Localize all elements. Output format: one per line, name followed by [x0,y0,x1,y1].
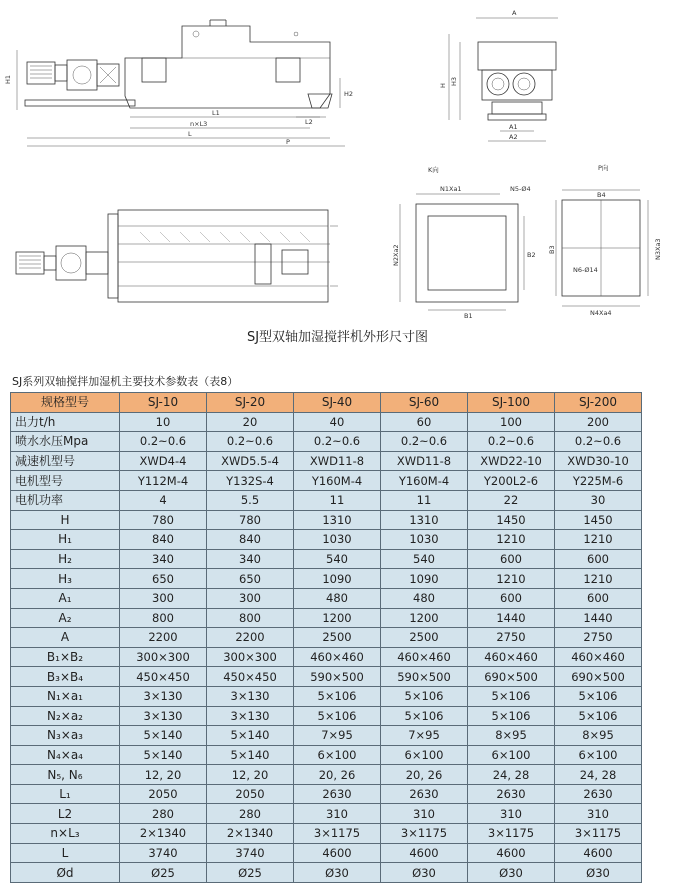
dimension-drawings [0,0,675,340]
label-b3: B3 [548,245,556,254]
table-row [11,510,642,530]
table-cell: 3×130 [207,706,294,726]
table-cell: 3×130 [207,686,294,706]
table-cell: 1450 [468,510,555,530]
figure-caption: SJ型双轴加湿搅拌机外形尺寸图 [246,330,429,345]
row-label: H₃ [11,569,120,589]
inlet-view-title: K向 [428,166,439,174]
table-cell: XWD4-4 [120,451,207,471]
outlet-flange-view [548,163,662,317]
table-cell: 100 [468,412,555,432]
table-cell: 480 [381,588,468,608]
table-cell: 6×100 [381,745,468,765]
table-cell: 1210 [555,530,642,550]
table-cell: 5×106 [555,706,642,726]
table-row [11,530,642,550]
table-cell: 1210 [468,569,555,589]
table-row [11,863,642,883]
table-cell: 450×450 [207,667,294,687]
table-cell: 20, 26 [381,765,468,785]
table-cell: 310 [381,804,468,824]
label-b2: B2 [527,251,536,259]
table-cell: 0.2~0.6 [381,432,468,452]
row-label: N₂×a₂ [11,706,120,726]
table-cell: 0.2~0.6 [207,432,294,452]
table-cell: XWD22-10 [468,451,555,471]
label-a2: A2 [509,133,518,141]
motor [27,62,55,84]
label-h: H [439,83,447,88]
table-cell: 20, 26 [294,765,381,785]
table-cell: Y132S-4 [207,471,294,491]
table-row [11,686,642,706]
table-cell: 840 [207,530,294,550]
header-col: SJ-10 [120,393,207,413]
table-cell: 3×130 [120,706,207,726]
row-label: A [11,628,120,648]
plan-motor [16,252,44,274]
table-cell: 690×500 [468,667,555,687]
label-l1: L1 [212,109,220,117]
table-row [11,608,642,628]
table-cell: 340 [120,549,207,569]
table-cell: 2630 [468,784,555,804]
table-cell: Y200L2-6 [468,471,555,491]
table-cell: 600 [468,549,555,569]
table-row [11,569,642,589]
table-cell: 2200 [207,628,294,648]
table-cell: 60 [381,412,468,432]
table-cell: 600 [468,588,555,608]
table-cell: 2200 [120,628,207,648]
table-row [11,588,642,608]
row-label: 电机型号 [11,471,120,491]
label-a1: A1 [509,123,518,131]
header-col: SJ-100 [468,393,555,413]
row-label: N₅, N₆ [11,765,120,785]
table-cell: 0.2~0.6 [294,432,381,452]
table-cell: 2750 [468,628,555,648]
label-l: L [188,130,192,138]
row-label: H [11,510,120,530]
table-cell: 1310 [294,510,381,530]
table-row [11,843,642,863]
table-row [11,490,642,510]
table-cell: 4 [120,490,207,510]
table-cell: 5×106 [294,686,381,706]
side-elevation-view [4,20,353,146]
table-cell: 480 [294,588,381,608]
reducer [67,60,97,90]
table-cell: 1030 [381,530,468,550]
table-cell: 20 [207,412,294,432]
table-cell: 300 [120,588,207,608]
table-cell: 840 [120,530,207,550]
label-n2xa2: N2Xa2 [392,244,400,266]
table-cell: 1090 [381,569,468,589]
table-cell: XWD5.5-4 [207,451,294,471]
label-n3xa3: N3Xa3 [654,238,662,260]
label-n6: N6-Ø14 [573,266,598,274]
table-cell: 310 [294,804,381,824]
row-label: N₃×a₃ [11,726,120,746]
row-label: B₁×B₂ [11,647,120,667]
table-cell: 2050 [120,784,207,804]
table-cell: 5×106 [381,706,468,726]
table-cell: 11 [294,490,381,510]
table-cell: 5×106 [294,706,381,726]
table-cell: 0.2~0.6 [468,432,555,452]
table-cell: 24, 28 [468,765,555,785]
header-col: SJ-40 [294,393,381,413]
row-label: 出力t/h [11,412,120,432]
header-col: SJ-60 [381,393,468,413]
row-label: 喷水水压Mpa [11,432,120,452]
table-cell: 6×100 [555,745,642,765]
table-cell: XWD30-10 [555,451,642,471]
label-a: A [512,9,517,17]
label-n1xa1: N1Xa1 [440,185,462,193]
table-cell: 600 [555,588,642,608]
spec-table [10,392,642,883]
table-cell: 0.2~0.6 [120,432,207,452]
table-cell: 1090 [294,569,381,589]
table-cell: 1200 [294,608,381,628]
outlet-view-title: P向 [598,164,609,172]
table-cell: 3×1175 [294,824,381,844]
table-cell: 650 [120,569,207,589]
row-label: L2 [11,804,120,824]
table-cell: Y225M-6 [555,471,642,491]
inlet-flange-view [392,165,536,320]
label-nl3: n×L3 [190,120,208,128]
table-row [11,471,642,491]
table-cell: Ø25 [207,863,294,883]
table-cell: 5×140 [207,726,294,746]
table-cell: 2050 [207,784,294,804]
table-cell: Ø25 [120,863,207,883]
table-cell: 5.5 [207,490,294,510]
row-label: L₁ [11,784,120,804]
table-cell: 800 [207,608,294,628]
table-cell: 12, 20 [207,765,294,785]
table-cell: 40 [294,412,381,432]
label-h3: H3 [450,76,458,86]
table-cell: 690×500 [555,667,642,687]
table-cell: 3×1175 [381,824,468,844]
table-cell: 3740 [120,843,207,863]
table-cell: 2500 [381,628,468,648]
table-cell: 10 [120,412,207,432]
table-cell: 2630 [381,784,468,804]
table-cell: 0.2~0.6 [555,432,642,452]
label-h2: H2 [344,90,354,98]
row-label: 电机功率 [11,490,120,510]
table-body [11,412,642,882]
table-cell: 1450 [555,510,642,530]
table-cell: 30 [555,490,642,510]
table-cell: 5×106 [468,706,555,726]
table-cell: 1310 [381,510,468,530]
table-cell: 540 [294,549,381,569]
label-b4: B4 [597,191,606,199]
table-cell: 5×106 [381,686,468,706]
row-label: 减速机型号 [11,451,120,471]
table-cell: Ø30 [468,863,555,883]
table-cell: 5×140 [120,726,207,746]
table-cell: Y112M-4 [120,471,207,491]
table-row [11,667,642,687]
table-cell: 590×500 [381,667,468,687]
table-cell: 1440 [468,608,555,628]
table-row [11,628,642,648]
table-cell: 200 [555,412,642,432]
table-cell: XWD11-8 [294,451,381,471]
end-view [439,9,558,141]
table-cell: 280 [120,804,207,824]
table-cell: 600 [555,549,642,569]
table-cell: 780 [120,510,207,530]
table-cell: 1210 [555,569,642,589]
table-cell: 3×130 [120,686,207,706]
table-cell: Ø30 [555,863,642,883]
table-row [11,647,642,667]
table-cell: 310 [468,804,555,824]
table-cell: 460×460 [381,647,468,667]
row-label: H₂ [11,549,120,569]
label-l2: L2 [305,118,313,126]
table-cell: 450×450 [120,667,207,687]
table-cell: 2500 [294,628,381,648]
table-cell: 590×500 [294,667,381,687]
table-cell: 22 [468,490,555,510]
table-cell: 8×95 [468,726,555,746]
table-cell: 280 [207,804,294,824]
row-label: N₁×a₁ [11,686,120,706]
table-cell: Ø30 [294,863,381,883]
table-row [11,412,642,432]
table-cell: 1030 [294,530,381,550]
header-col: SJ-200 [555,393,642,413]
table-row [11,784,642,804]
table-cell: 8×95 [555,726,642,746]
table-row [11,549,642,569]
table-cell: 460×460 [555,647,642,667]
table-cell: 2630 [294,784,381,804]
table-cell: 24, 28 [555,765,642,785]
table-cell: 460×460 [468,647,555,667]
table-row [11,804,642,824]
table-cell: 340 [207,549,294,569]
table-header-row [11,393,642,413]
table-cell: 800 [120,608,207,628]
table-row [11,432,642,452]
header-model: 规格型号 [11,393,120,413]
table-cell: Ø30 [381,863,468,883]
trough-body [125,26,330,108]
table-cell: 1200 [381,608,468,628]
table-cell: 310 [555,804,642,824]
table-cell: 7×95 [294,726,381,746]
table-cell: 3×1175 [468,824,555,844]
table-cell: 4600 [468,843,555,863]
table-cell: 7×95 [381,726,468,746]
label-h1: H1 [4,74,12,84]
table-cell: 3740 [207,843,294,863]
label-n5: N5-Ø4 [510,185,531,193]
label-p: P [286,138,290,146]
row-label: H₁ [11,530,120,550]
table-cell: 2×1340 [120,824,207,844]
table-cell: 300 [207,588,294,608]
row-label: A₁ [11,588,120,608]
table-row [11,745,642,765]
table-cell: 300×300 [120,647,207,667]
table-cell: XWD11-8 [381,451,468,471]
table-cell: 1210 [468,530,555,550]
table-cell: 1440 [555,608,642,628]
row-label: B₃×B₄ [11,667,120,687]
table-cell: 6×100 [468,745,555,765]
label-n4xa4: N4Xa4 [590,309,612,317]
table-row [11,451,642,471]
plan-view [16,210,338,302]
table-caption: SJ系列双轴搅拌加湿机主要技术参数表（表8） [12,375,239,388]
table-cell: 5×140 [207,745,294,765]
table-cell: 5×140 [120,745,207,765]
table-cell: 460×460 [294,647,381,667]
row-label: L [11,843,120,863]
row-label: N₄×a₄ [11,745,120,765]
table-cell: 3×1175 [555,824,642,844]
header-col: SJ-20 [207,393,294,413]
table-row [11,824,642,844]
row-label: Ød [11,863,120,883]
table-cell: 5×106 [468,686,555,706]
table-row [11,765,642,785]
table-cell: Y160M-4 [294,471,381,491]
table-cell: Y160M-4 [381,471,468,491]
table-cell: 11 [381,490,468,510]
table-cell: 2750 [555,628,642,648]
label-b1: B1 [464,312,473,320]
table-cell: 6×100 [294,745,381,765]
table-cell: 4600 [294,843,381,863]
table-cell: 4600 [555,843,642,863]
plan-trough [118,210,328,302]
table-cell: 2×1340 [207,824,294,844]
table-cell: 5×106 [555,686,642,706]
table-cell: 650 [207,569,294,589]
table-cell: 780 [207,510,294,530]
table-cell: 12, 20 [120,765,207,785]
row-label: n×L₃ [11,824,120,844]
table-cell: 4600 [381,843,468,863]
table-cell: 300×300 [207,647,294,667]
table-cell: 2630 [555,784,642,804]
table-cell: 540 [381,549,468,569]
table-row [11,706,642,726]
row-label: A₂ [11,608,120,628]
table-row [11,726,642,746]
